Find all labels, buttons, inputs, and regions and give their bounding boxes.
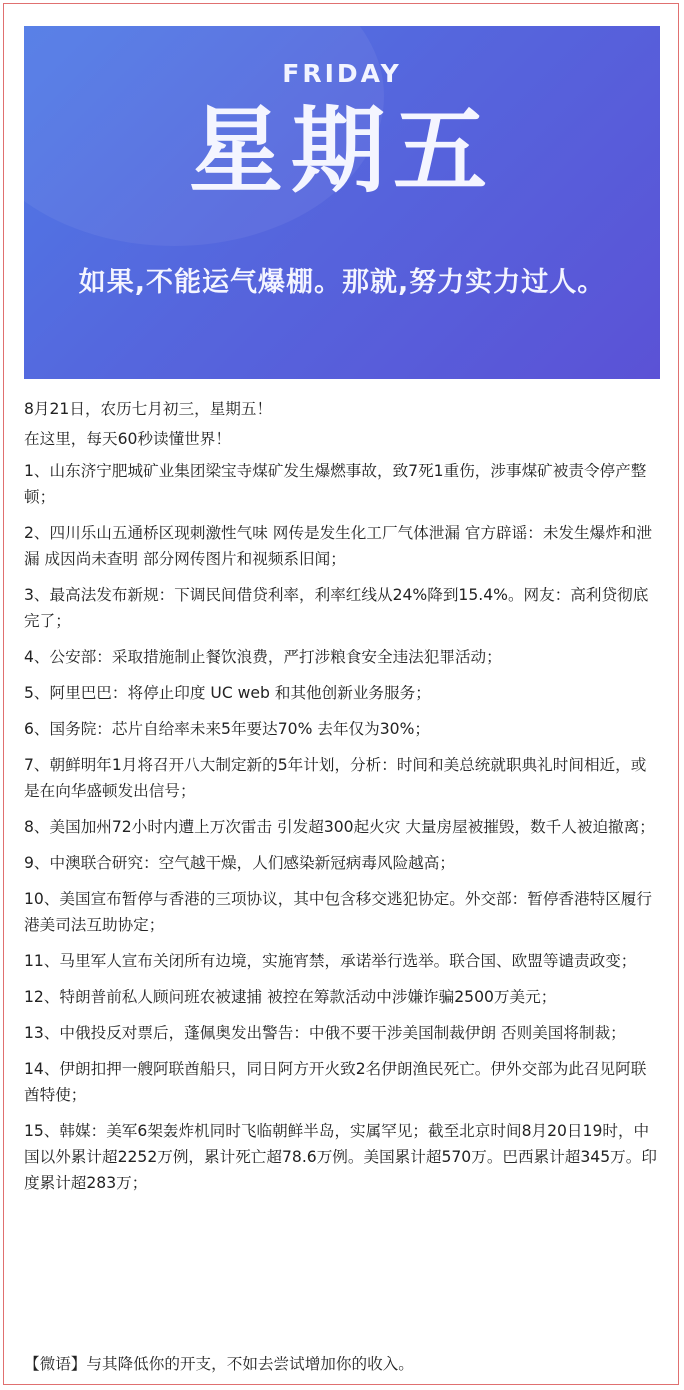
footer-quote: 【微语】与其降低你的开支，不如去尝试增加你的收入。 bbox=[24, 1355, 414, 1373]
news-item: 13、中俄投反对票后，蓬佩奥发出警告：中俄不要干涉美国制裁伊朗 否则美国将制裁； bbox=[24, 1024, 626, 1042]
news-item: 1、山东济宁肥城矿业集团梁宝寺煤矿发生爆燃事故，致7死1重伤，涉事煤矿被责令停产整顿； bbox=[24, 462, 647, 506]
date-line: 8月21日，农历七月初三，星期五！ bbox=[24, 400, 273, 418]
news-item: 3、最高法发布新规：下调民间借贷利率，利率红线从24%降到15.4%。网友：高利贷彻底完了； bbox=[24, 586, 649, 630]
news-item: 8、美国加州72小时内遭上万次雷击 引发超300起火灾 大量房屋被摧毁，数千人被迫撤离； bbox=[24, 818, 655, 836]
banner-day-en: FRIDAY bbox=[282, 59, 402, 88]
news-item: 7、朝鲜明年1月将召开八大制定新的5年计划，分析：时间和美总统就职典礼时间相近，或是在向华盛顿发出信号； bbox=[24, 756, 647, 800]
friday-banner bbox=[24, 26, 660, 379]
news-item: 4、公安部：采取措施制止餐饮浪费，严打涉粮食安全违法犯罪活动； bbox=[24, 648, 502, 666]
news-item: 10、美国宣布暂停与香港的三项协议，其中包含移交逃犯协定。外交部：暂停香港特区履行港美司法互助协定； bbox=[24, 890, 652, 934]
news-item: 2、四川乐山五通桥区现刺激性气味 网传是发生化工厂气体泄漏 官方辟谣：未发生爆炸和泄漏 成因尚未查明 部分网传图片和视频系旧闻； bbox=[24, 524, 652, 568]
news-item: 5、阿里巴巴：将停止印度 UC web 和其他创新业务服务； bbox=[24, 684, 431, 702]
banner-day-cn: 星期五 bbox=[188, 97, 495, 206]
news-item: 11、马里军人宣布关闭所有边境，实施宵禁，承诺举行选举。联合国、欧盟等谴责政变； bbox=[24, 952, 637, 970]
news-item: 14、伊朗扣押一艘阿联酋船只，同日阿方开火致2名伊朗渔民死亡。伊外交部为此召见阿联酋特使； bbox=[24, 1060, 647, 1104]
intro-line: 在这里，每天60秒读懂世界！ bbox=[24, 430, 231, 448]
news-item: 15、韩媒：美军6架轰炸机同时飞临朝鲜半岛，实属罕见；截至北京时间8月20日19时，中国以外累计超2252万例，累计死亡超78.6万例。美国累计超570万。巴西累计超345万。印度累计超283万； bbox=[24, 1122, 657, 1192]
news-item: 9、中澳联合研究：空气越干燥，人们感染新冠病毒风险越高； bbox=[24, 854, 455, 872]
news-item: 6、国务院：芯片自给率未来5年要达70% 去年仅为30%； bbox=[24, 720, 430, 738]
article-body bbox=[24, 396, 660, 1206]
news-item: 12、特朗普前私人顾问班农被逮捕 被控在筹款活动中涉嫌诈骗2500万美元； bbox=[24, 988, 557, 1006]
banner-motto: 如果,不能运气爆棚。那就,努力实力过人。 bbox=[78, 267, 606, 298]
